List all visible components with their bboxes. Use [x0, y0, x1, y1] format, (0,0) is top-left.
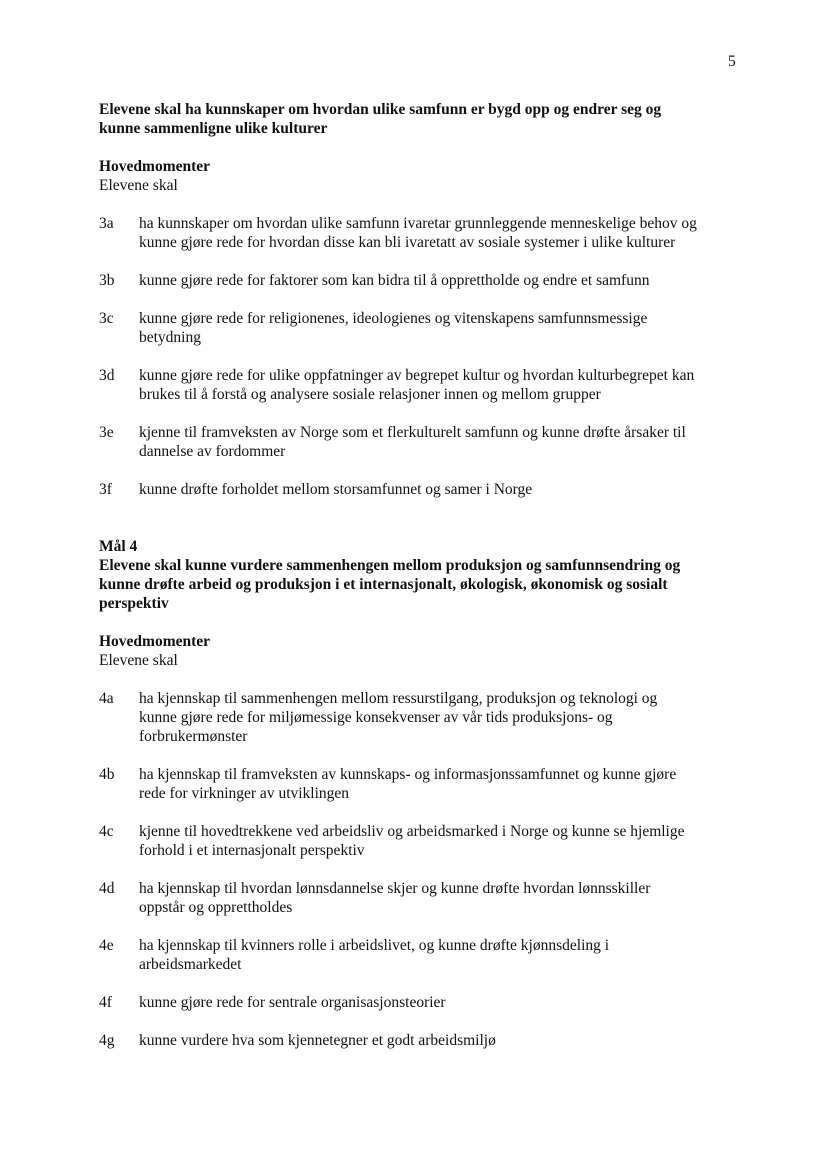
item-line: kunne drøfte forholdet mellom storsamfunnet og samer i Norge — [139, 481, 533, 498]
item-line: kunne gjøre rede for ulike oppfatninger av begrepet kultur og hvordan kulturbegrepet kan — [139, 367, 695, 384]
document-body — [99, 100, 759, 1069]
list-item — [99, 936, 759, 974]
item-code: 4f — [99, 994, 112, 1011]
section-4-intro: Elevene skal — [99, 652, 178, 669]
item-line: kunne gjøre rede for faktorer som kan bidra til å opprettholde og endre et samfunn — [139, 272, 650, 289]
item-line: kunne gjøre rede for miljømessige konsekvenser av vår tids produksjons- og — [139, 709, 613, 726]
item-line: betydning — [139, 329, 201, 346]
item-line: brukes til å forstå og analysere sosiale relasjoner innen og mellom grupper — [139, 386, 601, 403]
list-item — [99, 309, 759, 347]
heading-line: Elevene skal kunne vurdere sammenhengen mellom produksjon og samfunnsendring og — [99, 557, 681, 574]
item-code: 3c — [99, 310, 114, 327]
item-line: kunne gjøre rede for sentrale organisasjonsteorier — [139, 994, 446, 1011]
section-4-heading — [99, 556, 759, 613]
list-item — [99, 765, 759, 803]
section-4-subheading: Hovedmomenter — [99, 633, 211, 650]
section-3-subheading: Hovedmomenter — [99, 158, 211, 175]
item-text — [139, 214, 759, 252]
section-3-intro: Elevene skal — [99, 177, 178, 194]
item-line: ha kjennskap til sammenhengen mellom ressurstilgang, produksjon og teknologi og — [139, 690, 658, 707]
item-text — [139, 689, 759, 746]
item-line: forbrukermønster — [139, 728, 248, 745]
list-item — [99, 214, 759, 252]
item-line: kunne vurdere hva som kjennetegner et godt arbeidsmiljø — [139, 1032, 496, 1049]
item-line: kjenne til framveksten av Norge som et flerkulturelt samfunn og kunne drøfte årsaker til — [139, 424, 686, 441]
item-code: 4c — [99, 823, 114, 840]
item-code: 3e — [99, 424, 114, 441]
item-code: 4e — [99, 937, 114, 954]
page-number: 5 — [728, 53, 736, 70]
item-text — [139, 1031, 759, 1050]
item-code: 4a — [99, 690, 114, 707]
heading-line: Elevene skal ha kunnskaper om hvordan ulike samfunn er bygd opp og endrer seg og — [99, 101, 662, 118]
item-text — [139, 822, 759, 860]
item-line: rede for virkninger av utviklingen — [139, 785, 350, 802]
heading-line: perspektiv — [99, 595, 169, 612]
list-item — [99, 993, 759, 1012]
list-item — [99, 423, 759, 461]
heading-line: kunne sammenligne ulike kulturer — [99, 120, 328, 137]
section-3 — [99, 100, 759, 499]
item-code: 4b — [99, 766, 115, 783]
item-code: 4g — [99, 1032, 115, 1049]
item-text — [139, 936, 759, 974]
item-line: ha kjennskap til kvinners rolle i arbeidslivet, og kunne drøfte kjønnsdeling i — [139, 937, 610, 954]
item-line: ha kunnskaper om hvordan ulike samfunn ivaretar grunnleggende menneskelige behov og — [139, 215, 697, 232]
list-item — [99, 480, 759, 499]
item-text — [139, 309, 759, 347]
list-item — [99, 879, 759, 917]
list-item — [99, 1031, 759, 1050]
section-4 — [99, 537, 759, 1050]
item-line: kjenne til hovedtrekkene ved arbeidsliv og arbeidsmarked i Norge og kunne se hjemlige — [139, 823, 685, 840]
list-item — [99, 689, 759, 746]
item-line: ha kjennskap til framveksten av kunnskaps- og informasjonssamfunnet og kunne gjøre — [139, 766, 677, 783]
item-line: forhold i et internasjonalt perspektiv — [139, 842, 365, 859]
goal-4-label: Mål 4 — [99, 538, 138, 555]
heading-line: kunne drøfte arbeid og produksjon i et internasjonalt, økologisk, økonomisk og sosialt — [99, 576, 668, 593]
list-item — [99, 822, 759, 860]
item-line: ha kjennskap til hvordan lønnsdannelse skjer og kunne drøfte hvordan lønnsskiller — [139, 880, 651, 897]
item-line: dannelse av fordommer — [139, 443, 286, 460]
item-text — [139, 765, 759, 803]
item-text — [139, 993, 759, 1012]
section-3-heading — [99, 100, 759, 138]
item-text — [139, 879, 759, 917]
item-line: arbeidsmarkedet — [139, 956, 242, 973]
item-code: 3d — [99, 367, 115, 384]
item-line: oppstår og opprettholdes — [139, 899, 293, 916]
item-code: 3b — [99, 272, 115, 289]
item-text — [139, 366, 759, 404]
item-code: 3a — [99, 215, 114, 232]
item-text — [139, 423, 759, 461]
item-text — [139, 271, 759, 290]
item-line: kunne gjøre rede for hvordan disse kan bli ivaretatt av sosiale systemer i ulike kulturer — [139, 234, 676, 251]
item-line: kunne gjøre rede for religionenes, ideologienes og vitenskapens samfunnsmessige — [139, 310, 648, 327]
item-code: 3f — [99, 481, 112, 498]
list-item — [99, 271, 759, 290]
item-code: 4d — [99, 880, 115, 897]
list-item — [99, 366, 759, 404]
item-text — [139, 480, 759, 499]
